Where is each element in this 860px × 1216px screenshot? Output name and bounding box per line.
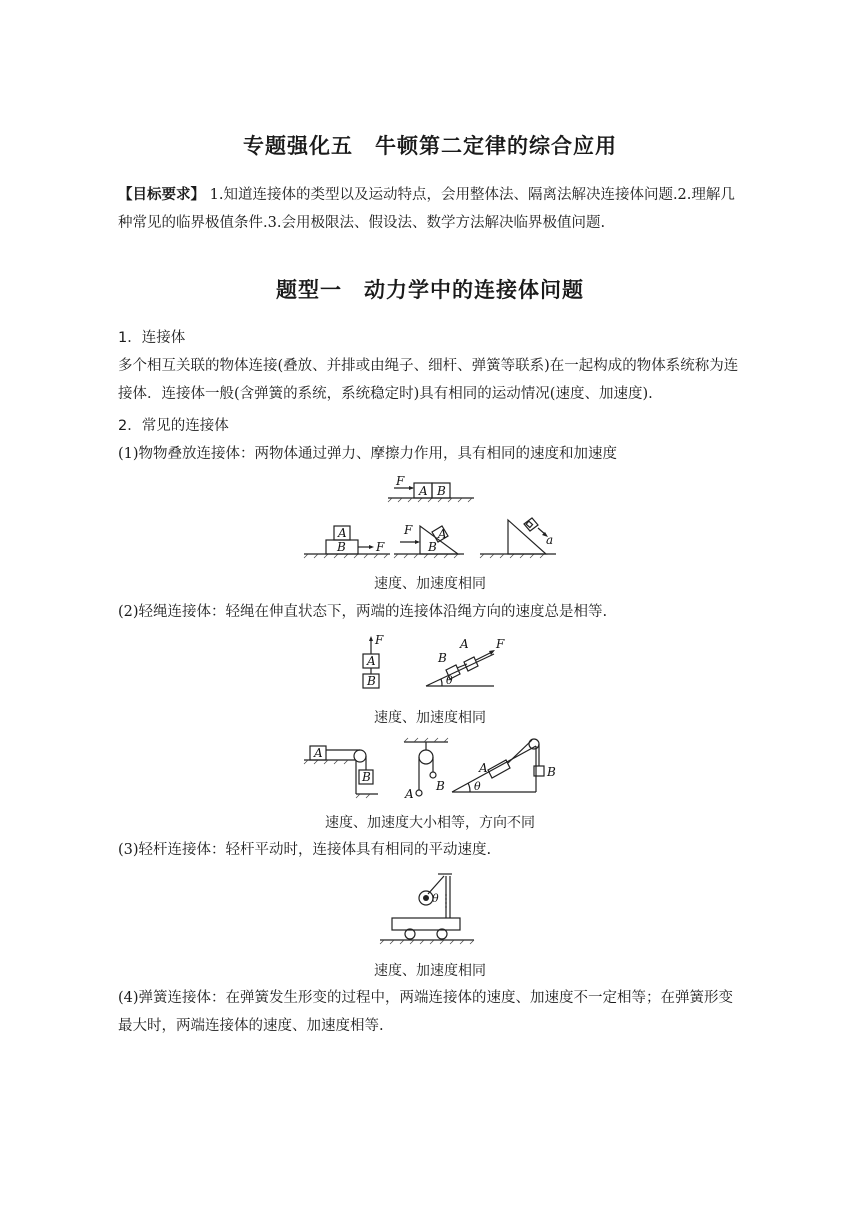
- requirements-text: 1.知道连接体的类型以及运动特点，会用整体法、隔离法解决连接体问题.2.理解几种常见的临界极值条件.3.会用极限法、假设法、数学方法解决临界极值问题.: [118, 187, 735, 231]
- item1-body: 多个相互关联的物体连接(叠放、并排或由绳子、细杆、弹簧等联系)在一起构成的物体系统称为连接体．连接体一般(含弹簧的系统，系统稳定时)具有相同的运动情况(速度、加速度).: [118, 358, 739, 402]
- block-a-label: A: [460, 637, 469, 651]
- block-b-label: B: [547, 765, 556, 779]
- section-title: 题型一 动力学中的连接体问题: [276, 278, 584, 302]
- page-title: 专题强化五 牛顿第二定律的综合应用: [243, 134, 617, 158]
- caption-2b: 速度、加速度大小相等，方向不同: [325, 815, 535, 831]
- block-b-label: B: [367, 674, 376, 688]
- caption-2a: 速度、加速度相同: [374, 710, 486, 726]
- force-label: F: [404, 523, 413, 537]
- figure-stacked-pull: [304, 522, 394, 560]
- sub1-text: (1)物物叠放连接体：两物体通过弹力、摩擦力作用，具有相同的速度和加速度: [118, 446, 618, 462]
- figure-atwood: [400, 738, 452, 802]
- block-b-label: B: [438, 651, 447, 665]
- requirements-paragraph: [118, 181, 746, 237]
- requirements-tag: 【目标要求】: [118, 187, 205, 203]
- figure-incline-accel: [480, 514, 560, 560]
- ball-a-label: A: [405, 787, 414, 801]
- figure-wedge-push: [394, 520, 466, 560]
- force-label: F: [396, 474, 405, 488]
- block-b-label: B: [428, 540, 437, 554]
- block-b-label: B: [337, 540, 346, 554]
- block-a-label: A: [438, 527, 447, 541]
- ball-b-label: B: [436, 779, 445, 793]
- item2-heading: 2．常见的连接体: [118, 418, 229, 434]
- block-a-label: A: [367, 654, 376, 668]
- figure-rope-vertical: [360, 632, 390, 690]
- force-label: F: [496, 637, 505, 651]
- figure-table-pulley: [304, 740, 380, 800]
- sub2-text: (2)轻绳连接体：轻绳在伸直状态下，两端的连接体沿绳方向的速度总是相等.: [118, 604, 608, 620]
- force-label: F: [375, 633, 384, 647]
- block-b-label: B: [362, 770, 371, 784]
- block-a-label: A: [314, 746, 323, 760]
- sub4-text: (4)弹簧连接体：在弹簧发生形变的过程中，两端连接体的速度、加速度不一定相等；在弹簧形变最大时，两端连接体的速度、加速度相等.: [118, 990, 734, 1034]
- theta-label: θ: [474, 780, 481, 793]
- caption-1: 速度、加速度相同: [374, 576, 486, 592]
- theta-label: θ: [446, 674, 453, 687]
- figure-stacked-push: [388, 474, 478, 502]
- block-a-label: A: [479, 761, 488, 775]
- caption-3: 速度、加速度相同: [374, 963, 486, 979]
- block-b-label: B: [437, 484, 446, 498]
- theta-label: θ: [432, 892, 439, 905]
- sub3-text: (3)轻杆连接体：轻杆平动时，连接体具有相同的平动速度.: [118, 842, 492, 858]
- figure-rope-incline: [424, 634, 520, 692]
- accel-label: a: [546, 533, 554, 547]
- item1-heading: 1．连接体: [118, 330, 186, 346]
- block-a-label: A: [419, 484, 428, 498]
- force-label: F: [376, 540, 385, 554]
- block-a-label: A: [338, 526, 347, 540]
- figure-cart-rod: [378, 868, 482, 946]
- figure-incline-pulley: [452, 734, 564, 796]
